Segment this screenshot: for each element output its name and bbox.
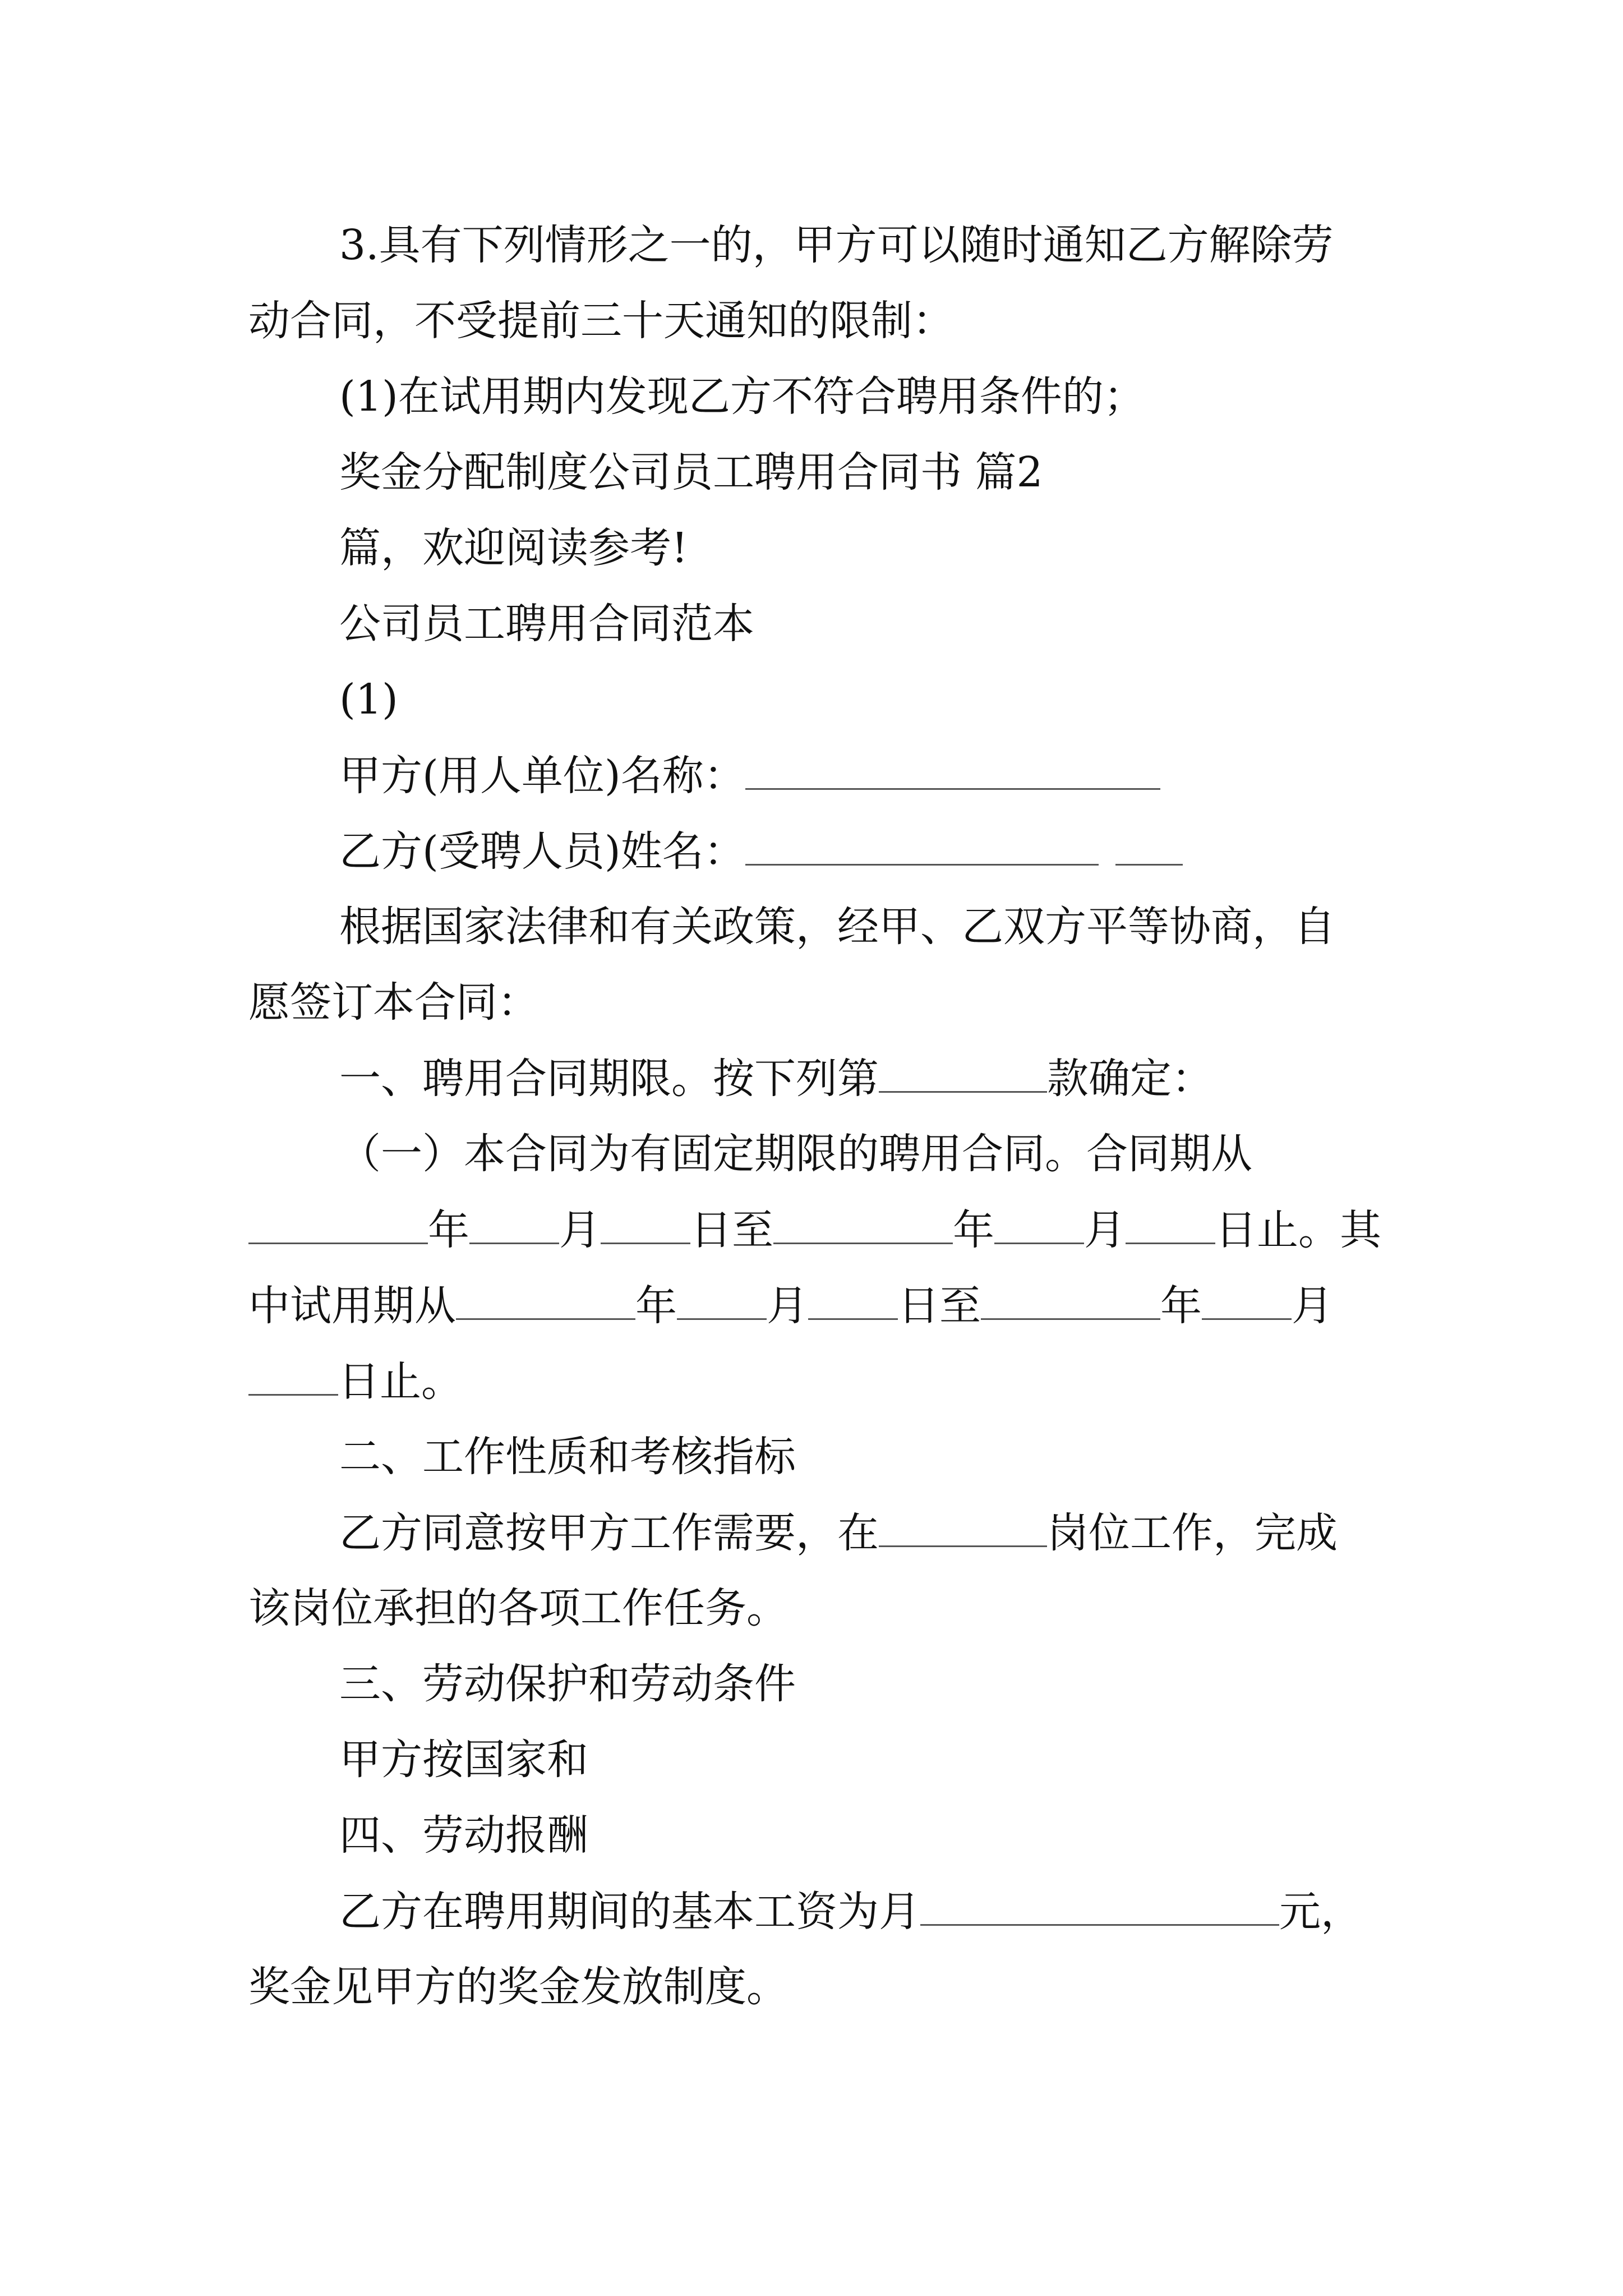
paragraph-basis-line1: 根据国家法律和有关政策，经甲、乙双方平等协商，自 [339,903,1335,951]
clause-2-text: 乙方同意按甲方工作需要，在 [339,1509,879,1557]
clause-1-row [339,1055,1213,1103]
paragraph-termination-line1: 3.具有下列情形之一的，甲方可以随时通知乙方解除劳 [339,221,1334,269]
month-label: 月 [1292,1282,1333,1330]
party-a-blank [745,754,1160,790]
paragraph-basis-line2: 愿签订本合同： [248,978,539,1027]
clause-3-text: 甲方按国家和 [339,1736,588,1784]
year-label: 年 [953,1206,994,1254]
date-blank [469,1209,559,1244]
clause-1-label: 一、聘用合同期限。按下列第 [339,1055,879,1103]
clause-2-line1 [339,1509,1338,1557]
party-a-name-row [339,752,1160,800]
paragraph-welcome: 篇，欢迎阅读参考! [339,524,688,572]
day-to-label: 日至 [690,1206,773,1254]
date-blank [981,1285,1160,1320]
party-b-blank-short [1115,830,1183,866]
date-blank [248,1360,338,1396]
probation-label: 中试用期从 [248,1282,456,1330]
date-blank [456,1285,635,1320]
month-label: 月 [767,1282,808,1330]
year-label: 年 [1160,1282,1202,1330]
position-blank [879,1512,1047,1547]
day-end-label: 日止。其 [1215,1206,1381,1254]
item-number: (1) [339,675,398,724]
party-b-name-row [339,827,1183,876]
salary-unit: 元， [1279,1888,1362,1936]
clause-1-suffix: 款确定： [1047,1055,1213,1103]
clause-4-line2: 奖金见甲方的奖金发放制度。 [248,1963,788,2011]
paragraph-termination-line2: 动合同，不受提前三十天通知的限制： [248,297,954,345]
month-label: 月 [1084,1206,1126,1254]
date-blank [808,1285,898,1320]
clause-4-heading: 四、劳动报酬 [339,1811,588,1860]
date-blank [248,1209,428,1244]
date-blank [773,1209,953,1244]
date-blank [994,1209,1084,1244]
clause-2-line2: 该岗位承担的各项工作任务。 [248,1584,788,1632]
month-label: 月 [559,1206,601,1254]
date-blank [601,1209,690,1244]
party-b-label: 乙方(受聘人员)姓名： [339,827,745,876]
clause-1-1-line3 [248,1282,1333,1330]
clause-4-line1 [339,1888,1362,1936]
clause-1-blank [879,1057,1047,1093]
date-blank [1126,1209,1215,1244]
clause-3-heading: 三、劳动保护和劳动条件 [339,1660,796,1708]
day-end-label: 日止。 [338,1358,463,1406]
section-heading-part2: 奖金分配制度公司员工聘用合同书 篇2 [339,448,1043,496]
year-label: 年 [428,1206,469,1254]
clause-1-1-line2 [248,1206,1381,1254]
year-label: 年 [635,1282,677,1330]
salary-blank [920,1890,1279,1926]
clause-1-1-line4 [248,1358,463,1406]
paragraph-probation: (1)在试用期内发现乙方不符合聘用条件的； [339,372,1145,421]
clause-2-suffix: 岗位工作，完成 [1047,1509,1338,1557]
salary-label: 乙方在聘用期间的基本工资为月 [339,1888,920,1936]
party-a-label: 甲方(用人单位)名称： [339,752,745,800]
party-b-blank [745,830,1099,866]
clause-2-heading: 二、工作性质和考核指标 [339,1433,796,1481]
date-blank [1202,1285,1292,1320]
day-to-label: 日至 [898,1282,981,1330]
clause-1-1-line1: （一）本合同为有固定期限的聘用合同。合同期从 [339,1130,1252,1178]
date-blank [677,1285,767,1320]
contract-title: 公司员工聘用合同范本 [339,600,754,648]
